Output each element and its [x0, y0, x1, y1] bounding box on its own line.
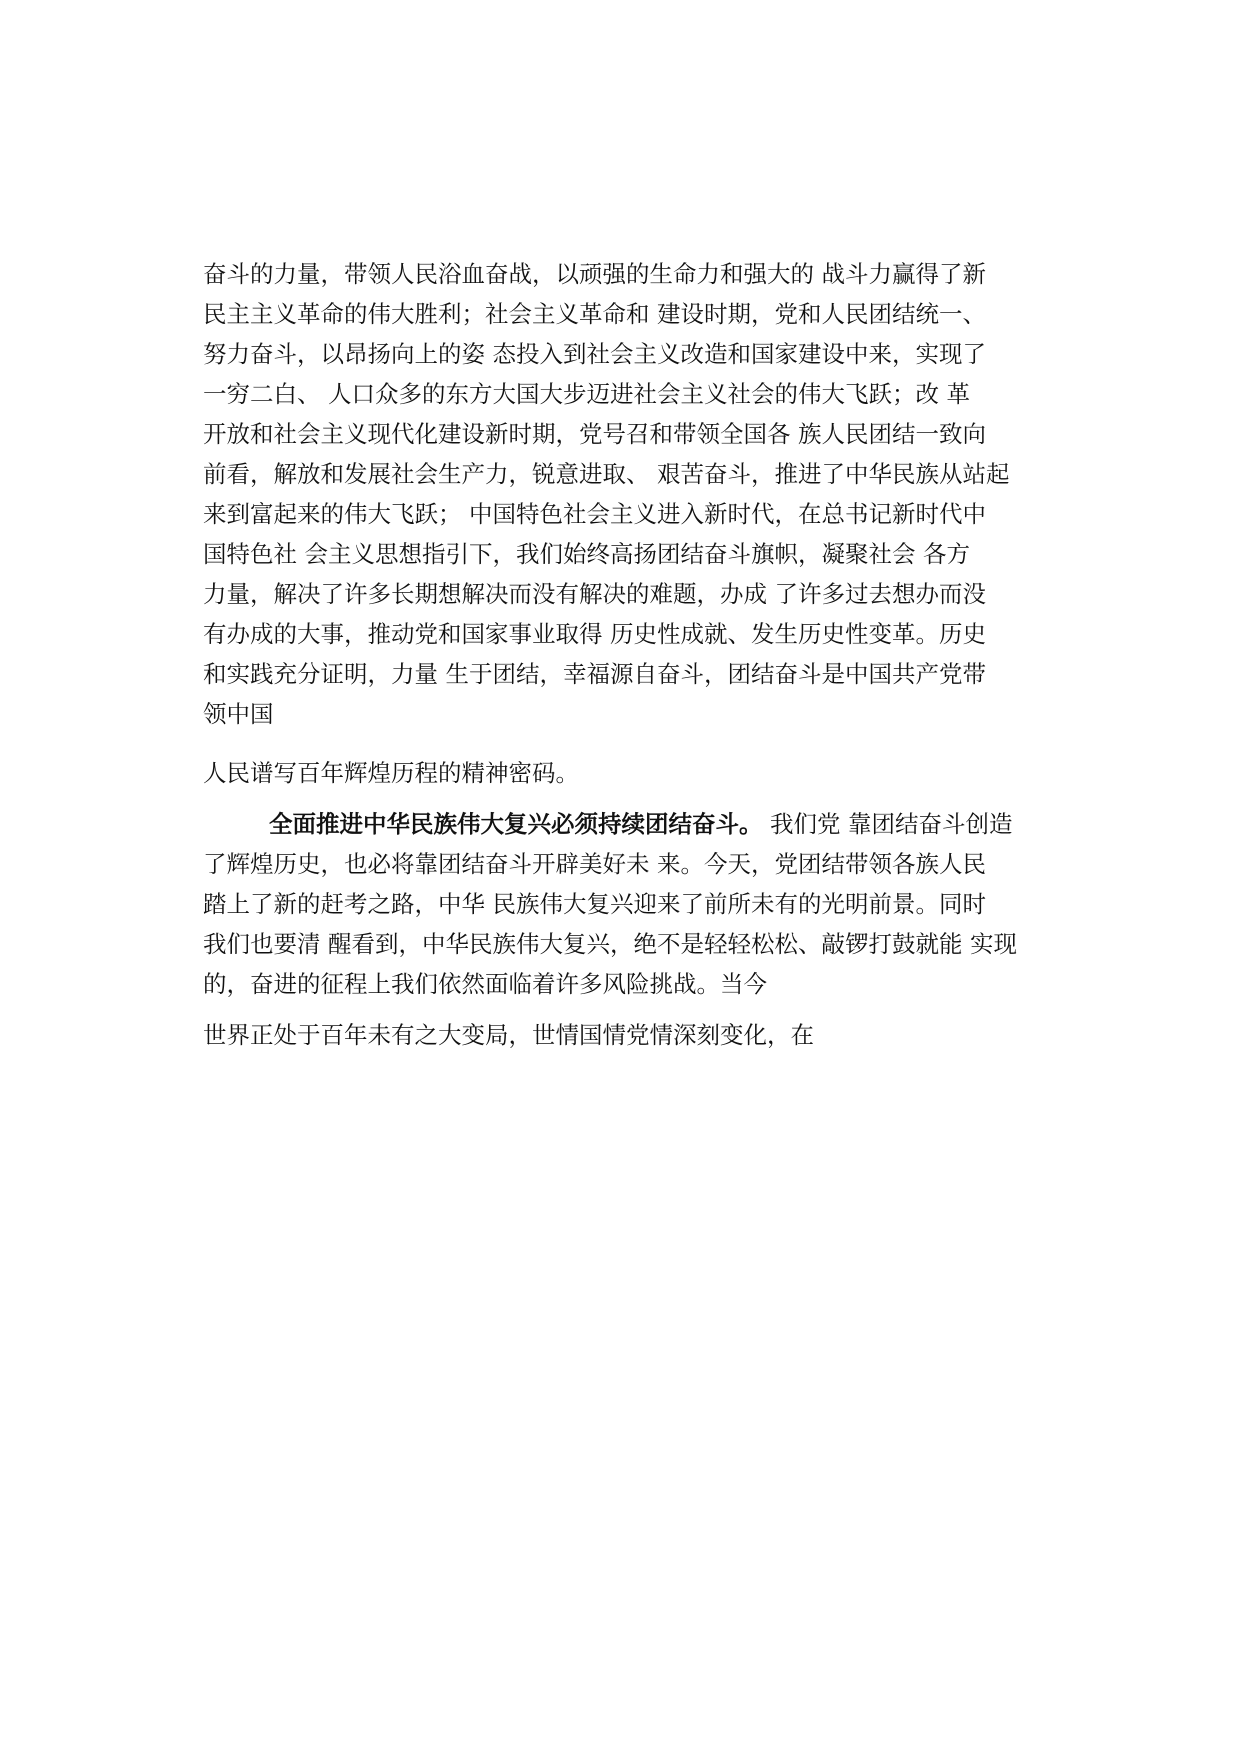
text-line: 人民谱写百年辉煌历程的精神密码。: [203, 759, 579, 787]
paragraph-3: [203, 804, 1083, 1004]
text-line: 的，奋进的征程上我们依然面临着许多风险挑战。当今: [203, 970, 767, 998]
text-line: 国特色社 会主义思想指引下，我们始终高扬团结奋斗旗帜，凝聚社会 各方: [203, 540, 970, 568]
paragraph-4: [203, 1015, 1083, 1055]
text-line: 有办成的大事，推动党和国家事业取得 历史性成就、发生历史性变革。历史: [203, 620, 986, 648]
text-line: 世界正处于百年未有之大变局，世情国情党情深刻变化，在: [203, 1021, 814, 1049]
paragraph-2: [203, 753, 1083, 793]
text-line: 民主主义革命的伟大胜利；社会主义革命和 建设时期，党和人民团结统一、: [203, 300, 986, 328]
text-line: 和实践充分证明，力量 生于团结，幸福源自奋斗，团结奋斗是中国共产党带: [203, 660, 986, 688]
text-line: 一穷二白、 人口众多的东方大国大步迈进社会主义社会的伟大飞跃；改 革: [203, 380, 970, 408]
section-heading: 全面推进中华民族伟大复兴必须持续团结奋斗。: [269, 810, 763, 838]
paragraph-1: [203, 254, 1083, 734]
text-line: 我们也要清 醒看到，中华民族伟大复兴，绝不是轻轻松松、敲锣打鼓就能 实现: [203, 930, 1017, 958]
text-line: 了辉煌历史，也必将靠团结奋斗开辟美好未 来。今天，党团结带领各族人民: [203, 850, 986, 878]
text-line: 踏上了新的赶考之路，中华 民族伟大复兴迎来了前所未有的光明前景。同时: [203, 890, 986, 918]
text-line: 力量，解决了许多长期想解决而没有解决的难题，办成 了许多过去想办而没: [203, 580, 986, 608]
text-line: 开放和社会主义现代化建设新时期，党号召和带领全国各 族人民团结一致向: [203, 420, 986, 448]
text-line: 奋斗的力量，带领人民浴血奋战，以顽强的生命力和强大的 战斗力赢得了新: [203, 260, 986, 288]
text-line: 努力奋斗，以昂扬向上的姿 态投入到社会主义改造和国家建设中来，实现了: [203, 340, 986, 368]
text-line-first: [203, 804, 1083, 844]
text-line: 领中国: [203, 700, 274, 728]
heading-continuation: 我们党 靠团结奋斗创造: [762, 810, 1013, 838]
text-line: 来到富起来的伟大飞跃； 中国特色社会主义进入新时代，在总书记新时代中: [203, 500, 986, 528]
text-line: 前看，解放和发展社会生产力，锐意进取、 艰苦奋斗，推进了中华民族从站起: [203, 460, 1010, 488]
